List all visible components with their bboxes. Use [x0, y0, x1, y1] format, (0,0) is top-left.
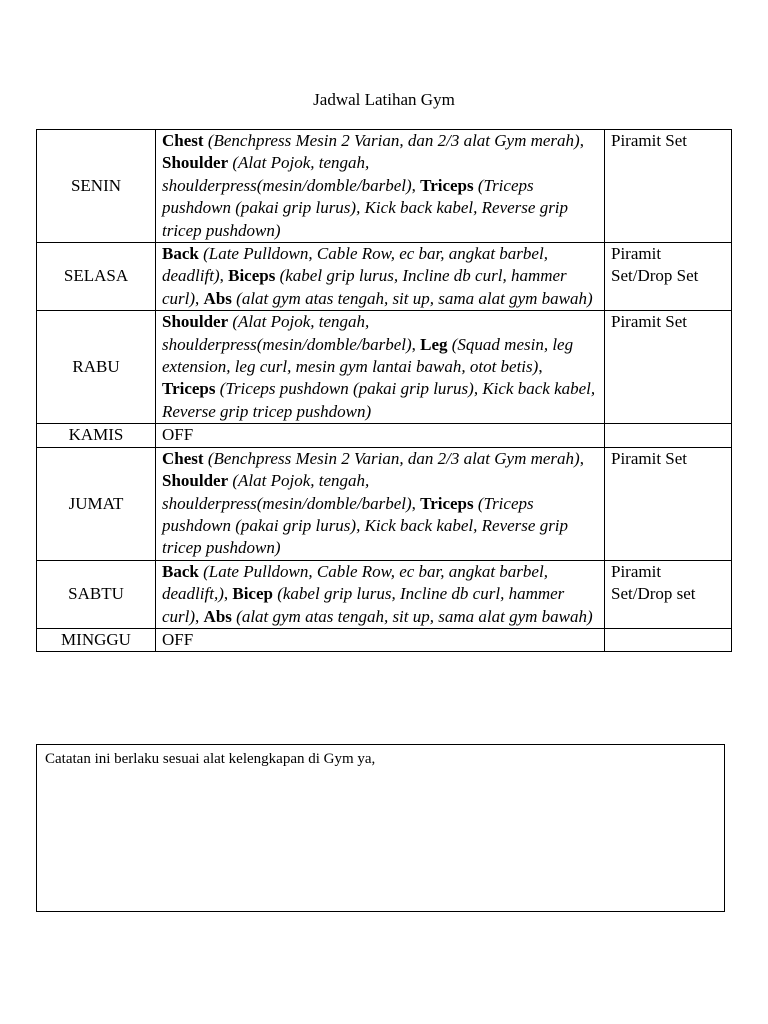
day-cell: SABTU	[37, 560, 156, 628]
exercise-list: (Triceps pushdown (pakai grip lurus), Kick back kabel, Reverse grip tricep pushdown)	[162, 493, 569, 558]
note-text: Catatan ini berlaku sesuai alat kelengkapan di Gym ya,	[45, 751, 376, 767]
day-cell: RABU	[37, 311, 156, 424]
muscle-group: Back	[162, 244, 199, 264]
separator: ,	[579, 448, 584, 468]
exercise-list: (alat gym atas tengah, sit up, sama alat gym bawah)	[231, 606, 593, 626]
method-cell	[605, 628, 732, 651]
day-cell: SELASA	[37, 243, 156, 311]
separator: OFF	[162, 425, 194, 445]
program-cell	[156, 424, 605, 447]
muscle-group: Chest	[162, 448, 204, 468]
table-row	[37, 311, 732, 424]
muscle-group: Leg	[420, 334, 448, 354]
muscle-group: Triceps	[420, 493, 474, 513]
program-cell	[156, 628, 605, 651]
exercise-list: (kabel grip lurus, Incline db curl, hammer curl)	[162, 266, 567, 308]
separator: ,	[223, 584, 233, 604]
muscle-group: Abs	[203, 288, 232, 308]
muscle-group: Chest	[162, 131, 204, 150]
muscle-group: Abs	[203, 606, 232, 626]
method-cell	[605, 424, 732, 447]
day-cell: JUMAT	[37, 447, 156, 560]
table-row	[37, 130, 732, 243]
day-cell: KAMIS	[37, 424, 156, 447]
exercise-list: (kabel grip lurus, Incline db curl, hammer curl)	[162, 584, 565, 626]
note-box	[36, 744, 725, 912]
separator: ,	[411, 175, 421, 195]
table-row	[37, 560, 732, 628]
exercise-list: (Benchpress Mesin 2 Varian, dan 2/3 alat Gym merah)	[203, 131, 580, 150]
program-cell	[156, 243, 605, 311]
table-row	[37, 243, 732, 311]
separator: ,	[579, 131, 584, 150]
muscle-group: Back	[162, 561, 199, 581]
exercise-list: (Alat Pojok, tengah, shoulderpress(mesin/domble/barbel)	[162, 153, 412, 195]
exercise-list: (Late Pulldown, Cable Row, ec bar, angkat barbel, deadlift,)	[162, 561, 548, 604]
program-cell	[156, 130, 605, 243]
method-cell: Piramit Set	[605, 447, 732, 560]
separator: ,	[411, 493, 421, 513]
separator: ,	[219, 266, 229, 286]
exercise-list: (Squad mesin, leg extension, leg curl, mesin gym lantai bawah, otot betis)	[162, 334, 574, 377]
schedule-body	[37, 130, 732, 652]
muscle-group: Biceps	[228, 266, 276, 286]
program-cell	[156, 560, 605, 628]
muscle-group: Triceps	[420, 175, 474, 195]
table-row	[37, 447, 732, 560]
method-cell: Piramit Set/Drop set	[605, 560, 732, 628]
table-row	[37, 628, 732, 651]
separator: ,	[538, 357, 543, 377]
exercise-list: (Triceps pushdown (pakai grip lurus), Kick back kabel, Reverse grip tricep pushdown)	[162, 379, 596, 421]
method-cell: Piramit Set	[605, 130, 732, 243]
exercise-list: (Alat Pojok, tengah, shoulderpress(mesin/domble/barbel)	[162, 471, 412, 513]
method-cell: Piramit Set	[605, 311, 732, 424]
separator: ,	[411, 334, 421, 354]
exercise-list: (alat gym atas tengah, sit up, sama alat gym bawah)	[231, 288, 593, 308]
exercise-list: (Triceps pushdown (pakai grip lurus), Kick back kabel, Reverse grip tricep pushdown)	[162, 175, 569, 240]
exercise-list: (Alat Pojok, tengah, shoulderpress(mesin/domble/barbel)	[162, 312, 412, 354]
table-row	[37, 424, 732, 447]
muscle-group: Bicep	[232, 584, 273, 604]
schedule-table	[36, 129, 732, 652]
day-cell: MINGGU	[37, 628, 156, 651]
separator: ,	[195, 288, 204, 308]
muscle-group: Shoulder	[162, 153, 229, 173]
muscle-group: Shoulder	[162, 312, 229, 332]
muscle-group: Shoulder	[162, 471, 229, 491]
program-cell	[156, 447, 605, 560]
exercise-list: (Benchpress Mesin 2 Varian, dan 2/3 alat Gym merah)	[203, 448, 580, 468]
exercise-list: (Late Pulldown, Cable Row, ec bar, angkat barbel, deadlift)	[162, 244, 548, 286]
page-title: Jadwal Latihan Gym	[313, 90, 455, 109]
separator: OFF	[162, 629, 194, 649]
program-cell	[156, 311, 605, 424]
muscle-group: Triceps	[162, 379, 216, 399]
separator: ,	[195, 606, 204, 626]
day-cell: SENIN	[37, 130, 156, 243]
method-cell: Piramit Set/Drop Set	[605, 243, 732, 311]
